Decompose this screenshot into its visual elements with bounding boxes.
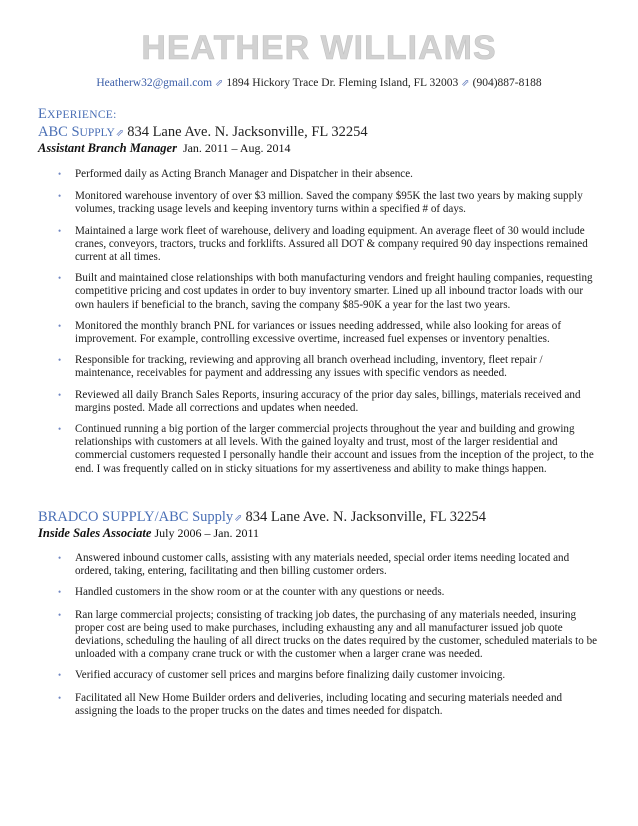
list-item	[58, 609, 603, 662]
bullet-dot-icon: •	[58, 389, 62, 400]
list-item	[58, 423, 603, 476]
bullet-dot-icon: •	[58, 553, 62, 563]
list-item	[58, 272, 603, 312]
bullet-dot-icon: •	[58, 320, 62, 331]
experience-heading	[38, 106, 117, 123]
contact-line	[0, 76, 638, 91]
company-name-rest: UPPLY	[79, 127, 115, 139]
bullet-dot-icon: •	[58, 670, 62, 681]
list-item	[58, 692, 603, 718]
email-link[interactable]: Heatherw32@gmail.com	[96, 77, 213, 89]
company-address: 834 Lane Ave. N. Jacksonville, FL 32254	[127, 124, 368, 140]
bullet-dot-icon: •	[58, 225, 62, 236]
bullet-dot-icon: •	[58, 609, 62, 620]
bullet-text: Performed daily as Acting Branch Manager and Dispatcher in their absence.	[75, 168, 413, 180]
list-item	[58, 225, 603, 265]
bullet-text: Responsible for tracking, reviewing and approving all branch overhead including, inventory, fleet repair / maintenance, receivables for payment and addressing any issues with specific vendors as needed.	[75, 354, 543, 380]
employer-line	[38, 123, 368, 143]
bullet-text: Maintained a large work fleet of warehouse, delivery and loading equipment. An average fleet of 30 would include cranes, conveyors, tractors, trucks and forklifts. Assured all DOT & company required 90 day inspections remained current at all times.	[75, 224, 588, 264]
list-item	[58, 669, 603, 682]
list-item	[58, 168, 603, 181]
job-title: Assistant Branch Manager	[38, 141, 177, 155]
job-title-line	[38, 141, 291, 156]
list-item	[58, 586, 603, 599]
company-name[interactable]	[38, 124, 115, 140]
bullet-text: Facilitated all New Home Builder orders and deliveries, including locating and securing materials needed and assigning the loads to the proper trucks on the dates and times needed for dispatch.	[75, 691, 563, 717]
job-bullet-list	[58, 552, 603, 718]
bullet-dot-icon: •	[58, 587, 62, 598]
bullet-dot-icon: •	[58, 169, 62, 179]
address-text: 1894 Hickory Trace Dr. Fleming Island, FL 32003	[226, 77, 459, 89]
list-item	[58, 389, 603, 415]
bullet-text: Continued running a big portion of the larger commercial projects throughout the year and building and growing relationships with customers at all levels. With the gained loyalty and trust, most of the larger residential and commercial customers requested I personally handle their account and issues from the inception of the project, to the end. I was frequently called on in sticky situations for my assertiveness and ability to make things happen.	[75, 423, 594, 475]
job-dates: July 2006 – Jan. 2011	[154, 526, 259, 540]
job-title: Inside Sales Associate	[38, 526, 152, 540]
job-title-line	[38, 526, 259, 541]
candidate-name: HEATHER WILLIAMS	[141, 29, 497, 67]
experience-heading-rest: XPERIENCE:	[47, 109, 117, 121]
experience-heading-initial: E	[38, 106, 48, 122]
external-link-icon: ⇗	[461, 78, 470, 89]
bullet-dot-icon: •	[58, 191, 62, 202]
bullet-text: Ran large commercial projects; consisting of tracking job dates, the purchasing of any materials needed, insuring proper cost are being used to make purchases, including exhausting any and all manufacturer issued job quote deviations, scheduling the hauling of all direct trucks on the dates required by the customer, scheduled materials to be unloaded with a company crane truck or with the customer when a larger crane was needed.	[75, 608, 598, 661]
job-bullet-list	[58, 168, 603, 476]
bullet-text: Verified accuracy of customer sell prices and margins before finalizing daily customer invoicing.	[75, 669, 506, 682]
bullet-dot-icon: •	[58, 355, 62, 366]
bullet-text: Built and maintained close relationships with both manufacturing vendors and freight hauling companies, requesting competitive pricing and cost updates in order to buy inventory smarter. Lined up all inbound tractor loads with our own haulers if beneficial to the branch, saving the company $85-90K a year for the last two years.	[75, 272, 593, 311]
bullet-dot-icon: •	[58, 424, 62, 435]
bullet-text: Handled customers in the show room or at the counter with any questions or needs.	[75, 586, 445, 599]
bullet-text: Answered inbound customer calls, assisting with any materials needed, special order items needing located and ordered, taking, entering, facilitating and then billing customer orders.	[75, 552, 570, 578]
employer-line	[38, 508, 486, 528]
list-item	[58, 552, 603, 578]
bullet-dot-icon: •	[58, 273, 62, 284]
company-name[interactable]: BRADCO SUPPLY/ABC Supply	[38, 509, 234, 525]
bullet-text: Monitored the monthly branch PNL for variances or issues needing addressed, while also looking for areas of improvement. For example, controlling excessive overtime, increased fuel expenses or inventory penalties.	[75, 319, 562, 346]
phone-text: (904)887-8188	[472, 77, 542, 89]
external-link-icon: ⇗	[234, 513, 243, 524]
external-link-icon: ⇗	[215, 78, 224, 89]
bullet-dot-icon: •	[58, 692, 62, 703]
company-address: 834 Lane Ave. N. Jacksonville, FL 32254	[245, 509, 486, 525]
list-item	[58, 354, 603, 380]
list-item	[58, 190, 603, 216]
company-name-initial: ABC S	[38, 124, 80, 140]
bullet-text: Monitored warehouse inventory of over $3 million. Saved the company $95K the last two years by making supply volumes, tracking usage levels and keeping inventory turns within a specified # of days.	[75, 190, 583, 216]
list-item	[58, 320, 603, 346]
external-link-icon: ⇗	[115, 128, 125, 139]
job-dates: Jan. 2011 – Aug. 2014	[182, 141, 291, 155]
bullet-text: Reviewed all daily Branch Sales Reports, insuring accuracy of the prior day sales, billings, materials received and margins posted. Made all corrections and updates when needed.	[75, 388, 581, 414]
